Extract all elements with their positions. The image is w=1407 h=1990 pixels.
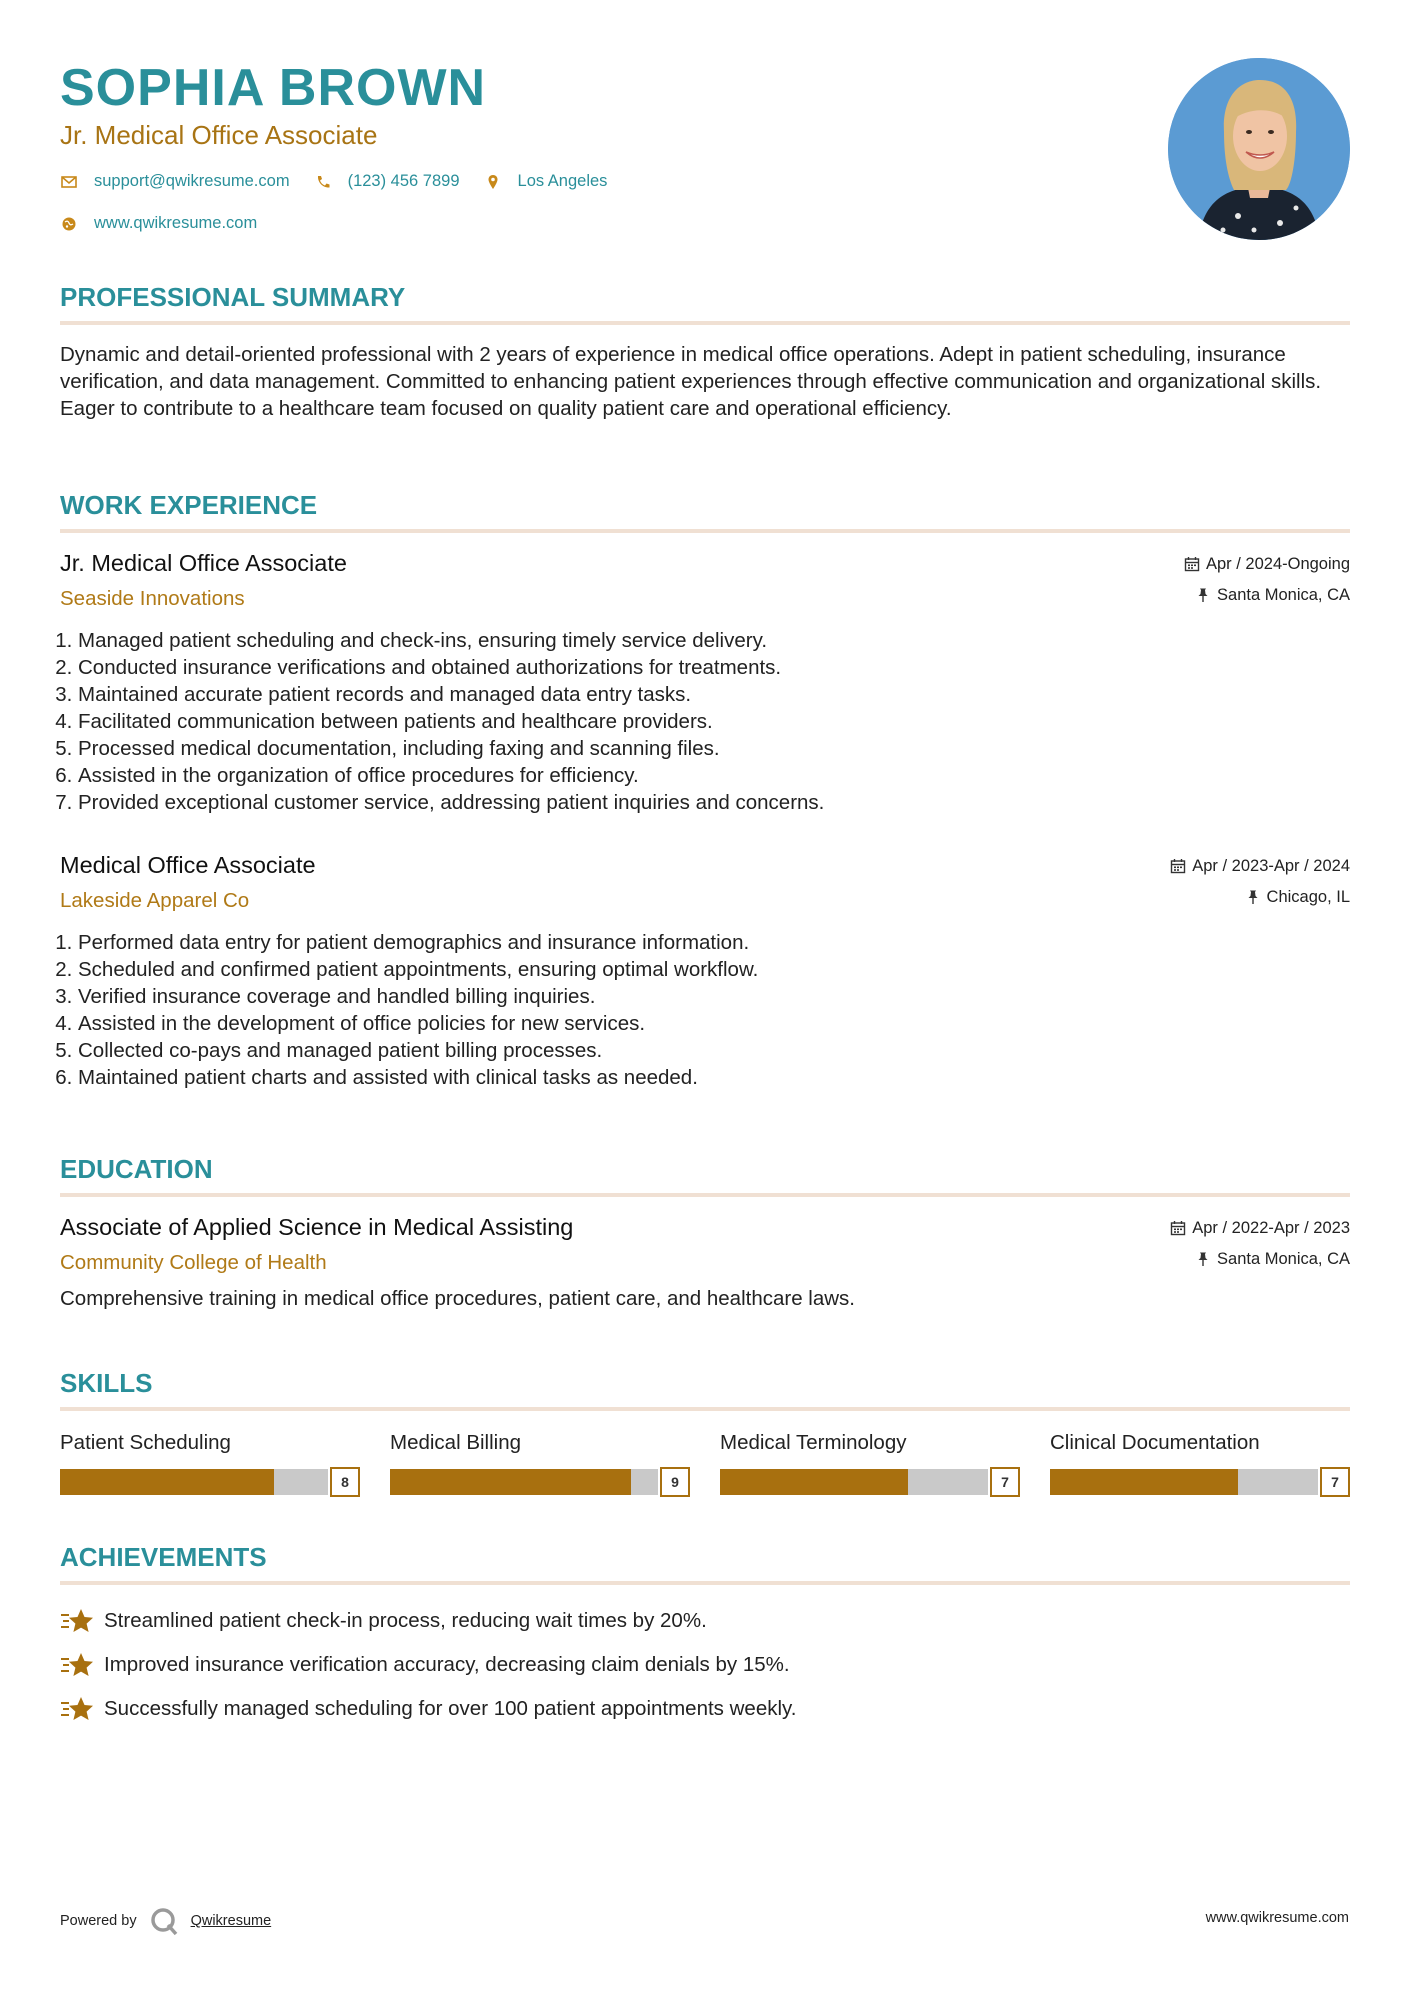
list-item: 5. Processed medical documentation, including faxing and scanning files. xyxy=(78,735,1350,762)
summary-heading: PROFESSIONAL SUMMARY xyxy=(60,282,406,312)
list-item: 1. Performed data entry for patient demographics and insurance information. xyxy=(78,929,1350,956)
qwikresume-link[interactable]: Qwikresume xyxy=(190,1913,272,1929)
skill-rating-bar xyxy=(720,1467,1020,1495)
experience-section xyxy=(60,490,1350,533)
skill-score: 9 xyxy=(660,1467,690,1497)
mail-icon xyxy=(60,173,78,191)
list-item: 3. Maintained accurate patient records and managed data entry tasks. xyxy=(78,681,1350,708)
job-dates: Apr / 2024-Ongoing xyxy=(1184,554,1350,574)
skill-fill xyxy=(1050,1469,1238,1495)
contact-row-primary xyxy=(60,172,631,191)
skills-heading: SKILLS xyxy=(60,1368,153,1398)
skill-fill xyxy=(390,1469,631,1495)
calendar-icon xyxy=(1184,556,1200,572)
achievement-text: Successfully managed scheduling for over 100 patient appointments weekly. xyxy=(104,1697,797,1720)
skill-rating-bar xyxy=(1050,1467,1350,1495)
list-item: 7. Provided exceptional customer service, addressing patient inquiries and concerns. xyxy=(78,789,1350,816)
achievement-item xyxy=(60,1643,1350,1687)
star-icon xyxy=(60,1695,94,1723)
section-divider xyxy=(60,321,1350,325)
website-text: www.qwikresume.com xyxy=(94,214,258,232)
section-divider xyxy=(60,1193,1350,1197)
job-bullets xyxy=(60,627,1350,816)
skills-section xyxy=(60,1368,1350,1495)
summary-text: Dynamic and detail-oriented professional with 2 years of experience in medical office operations. Adept in patient scheduling, insurance verification, and data management. Committed to enhancing patient experiences through effective communication and organizational skills. Eager to contribute to a healthcare team focused on quality patient care and operational efficiency. xyxy=(60,343,1322,420)
job-title: Jr. Medical Office Associate xyxy=(60,550,347,576)
candidate-name: SOPHIA BROWN xyxy=(60,59,487,117)
list-item: 4. Assisted in the development of office policies for new services. xyxy=(78,1010,1350,1037)
skill-item xyxy=(390,1431,690,1495)
calendar-icon xyxy=(1170,858,1186,874)
skill-item xyxy=(60,1431,360,1495)
skill-item xyxy=(1050,1431,1350,1495)
achievements-heading: ACHIEVEMENTS xyxy=(60,1542,267,1572)
section-divider xyxy=(60,1407,1350,1411)
education-location: Santa Monica, CA xyxy=(1170,1249,1350,1269)
skill-track xyxy=(720,1469,988,1495)
skill-fill xyxy=(60,1469,274,1495)
job-location: Santa Monica, CA xyxy=(1184,585,1350,605)
qwikresume-logo-icon xyxy=(149,1906,179,1936)
pin-icon xyxy=(1195,587,1211,603)
section-divider xyxy=(60,1581,1350,1585)
education-description: Comprehensive training in medical office procedures, patient care, and healthcare laws. xyxy=(60,1287,856,1310)
profile-photo xyxy=(1168,58,1350,240)
job-meta xyxy=(1184,554,1350,616)
list-item: 3. Verified insurance coverage and handled billing inquiries. xyxy=(78,983,1350,1010)
skill-score: 7 xyxy=(990,1467,1020,1497)
skill-name: Clinical Documentation xyxy=(1050,1431,1260,1454)
list-item: 4. Facilitated communication between patients and healthcare providers. xyxy=(78,708,1350,735)
skill-name: Patient Scheduling xyxy=(60,1431,231,1454)
star-icon xyxy=(60,1651,94,1679)
experience-heading: WORK EXPERIENCE xyxy=(60,490,318,520)
list-item: 2. Scheduled and confirmed patient appointments, ensuring optimal workflow. xyxy=(78,956,1350,983)
achievement-text: Streamlined patient check-in process, reducing wait times by 20%. xyxy=(104,1609,707,1632)
skill-score: 7 xyxy=(1320,1467,1350,1497)
footer xyxy=(60,1898,1349,1932)
location-text: Los Angeles xyxy=(517,172,608,190)
footer-website[interactable]: www.qwikresume.com xyxy=(1205,1910,1349,1926)
calendar-icon xyxy=(1170,1220,1186,1236)
location-pin-icon xyxy=(484,173,502,191)
job-entry xyxy=(60,852,1350,1091)
list-item: 6. Maintained patient charts and assisted with clinical tasks as needed. xyxy=(78,1064,1350,1091)
achievements-list xyxy=(60,1599,1350,1731)
skill-name: Medical Billing xyxy=(390,1431,522,1454)
phone-text: (123) 456 7899 xyxy=(347,172,460,190)
pin-icon xyxy=(1245,889,1261,905)
education-heading: EDUCATION xyxy=(60,1154,213,1184)
skill-fill xyxy=(720,1469,908,1495)
achievements-section xyxy=(60,1542,1350,1731)
achievement-item xyxy=(60,1687,1350,1731)
education-meta xyxy=(1170,1218,1350,1280)
powered-by-label: Powered by xyxy=(60,1913,137,1929)
contact-website[interactable] xyxy=(60,214,257,233)
achievement-item xyxy=(60,1599,1350,1643)
skills-list xyxy=(60,1431,1350,1495)
job-bullets xyxy=(60,929,1350,1091)
skill-track xyxy=(60,1469,328,1495)
list-item: 6. Assisted in the organization of office procedures for efficiency. xyxy=(78,762,1350,789)
achievement-text: Improved insurance verification accuracy, decreasing claim denials by 15%. xyxy=(104,1653,790,1676)
education-section xyxy=(60,1154,1350,1197)
powered-by xyxy=(60,1906,271,1936)
job-dates: Apr / 2023-Apr / 2024 xyxy=(1170,856,1350,876)
list-item: 2. Conducted insurance verifications and obtained authorizations for treatments. xyxy=(78,654,1350,681)
job-meta xyxy=(1170,856,1350,918)
skill-track xyxy=(390,1469,658,1495)
globe-icon xyxy=(60,215,78,233)
list-item: 1. Managed patient scheduling and check-ins, ensuring timely service delivery. xyxy=(78,627,1350,654)
degree-title: Associate of Applied Science in Medical Assisting xyxy=(60,1214,574,1240)
skill-score: 8 xyxy=(330,1467,360,1497)
contact-email[interactable] xyxy=(60,172,290,191)
candidate-role: Jr. Medical Office Associate xyxy=(60,120,378,150)
job-company: Lakeside Apparel Co xyxy=(60,889,250,912)
job-title: Medical Office Associate xyxy=(60,852,316,878)
skill-item xyxy=(720,1431,1020,1495)
section-divider xyxy=(60,529,1350,533)
summary-section xyxy=(60,282,1350,422)
star-icon xyxy=(60,1607,94,1635)
education-dates: Apr / 2022-Apr / 2023 xyxy=(1170,1218,1350,1238)
school-name: Community College of Health xyxy=(60,1251,327,1274)
skill-rating-bar xyxy=(60,1467,360,1495)
contact-phone[interactable] xyxy=(314,172,460,191)
pin-icon xyxy=(1195,1251,1211,1267)
skill-track xyxy=(1050,1469,1318,1495)
skill-rating-bar xyxy=(390,1467,690,1495)
list-item: 5. Collected co-pays and managed patient billing processes. xyxy=(78,1037,1350,1064)
education-entry xyxy=(60,1214,1350,1312)
phone-icon xyxy=(314,173,332,191)
contact-location xyxy=(484,172,608,191)
job-location: Chicago, IL xyxy=(1170,887,1350,907)
job-entry xyxy=(60,550,1350,816)
skill-name: Medical Terminology xyxy=(720,1431,907,1454)
contact-row-secondary xyxy=(60,214,281,233)
job-company: Seaside Innovations xyxy=(60,587,245,610)
email-text: support@qwikresume.com xyxy=(94,172,290,190)
